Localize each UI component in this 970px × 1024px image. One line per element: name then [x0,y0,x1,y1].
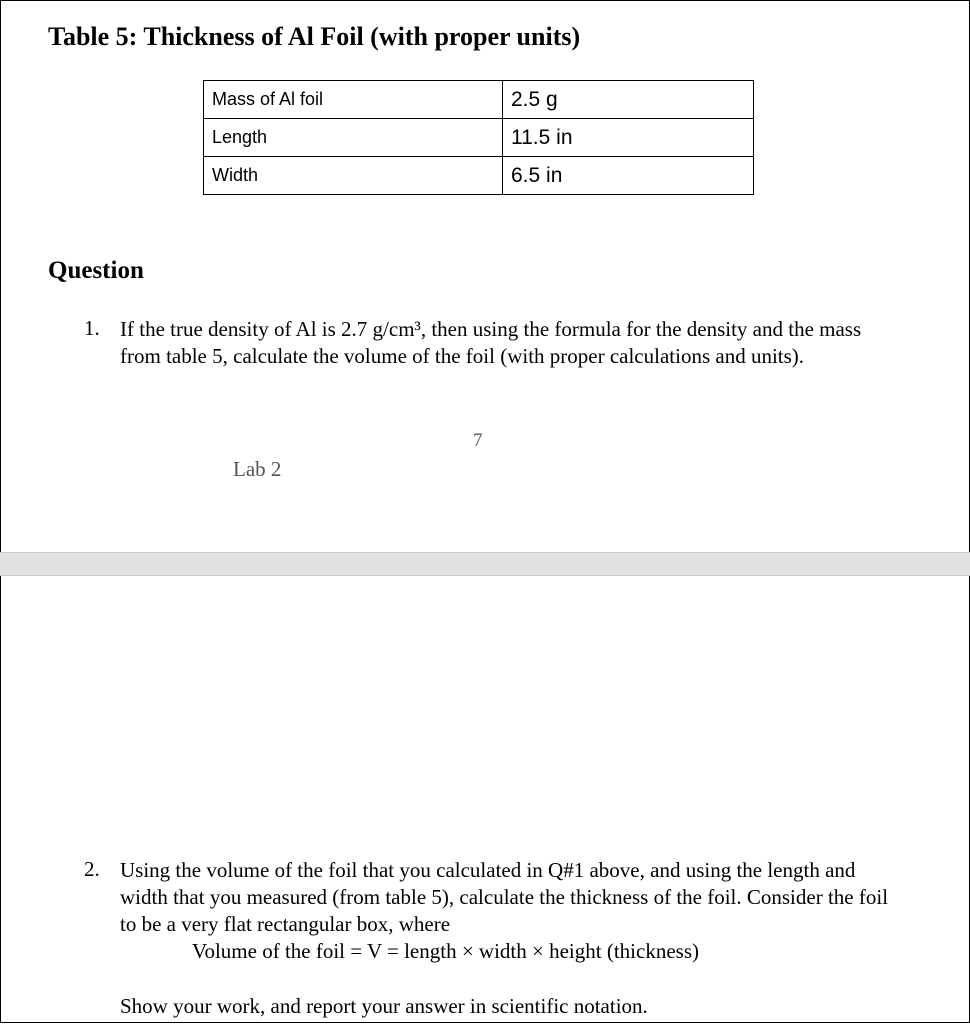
question-2-text [120,857,905,1020]
question-2-instruction: Show your work, and report your answer in scientific notation. [120,994,648,1018]
question-1-text [120,316,890,370]
page-number: 7 [473,430,483,451]
table-title: Table 5: Thickness of Al Foil (with proper units) [48,22,581,51]
table-cell-width-label: Width [204,157,503,195]
table-cell-mass-value: 2.5 g [503,81,754,119]
foil-data-table [203,80,754,195]
question-1-number: 1. [84,316,100,340]
table-cell-width-value: 6.5 in [503,157,754,195]
table-cell-mass-label: Mass of Al foil [204,81,503,119]
table-row [204,119,754,157]
table-row [204,157,754,195]
table-cell-length-value: 11.5 in [503,119,754,157]
section-heading: Question [48,257,144,284]
table-cell-length-label: Length [204,119,503,157]
question-2-body: Using the volume of the foil that you calculated in Q#1 above, and using the length and width that you measured (from table 5), calculate the thickness of the foil. Consider the foil to be a very flat rectangular box, where [120,858,889,936]
volume-formula: Volume of the foil = V = length × width × height (thickness) [192,939,699,963]
page-break-gap [0,552,970,576]
question-1-body: If the true density of Al is 2.7 g/cm³, then using the formula for the density and the mass from table 5, calculate the volume of the foil (with proper calculations and units). [120,317,862,368]
table-row [204,81,754,119]
question-2-number: 2. [84,857,100,881]
footer-lab-label: Lab 2 [233,457,282,481]
